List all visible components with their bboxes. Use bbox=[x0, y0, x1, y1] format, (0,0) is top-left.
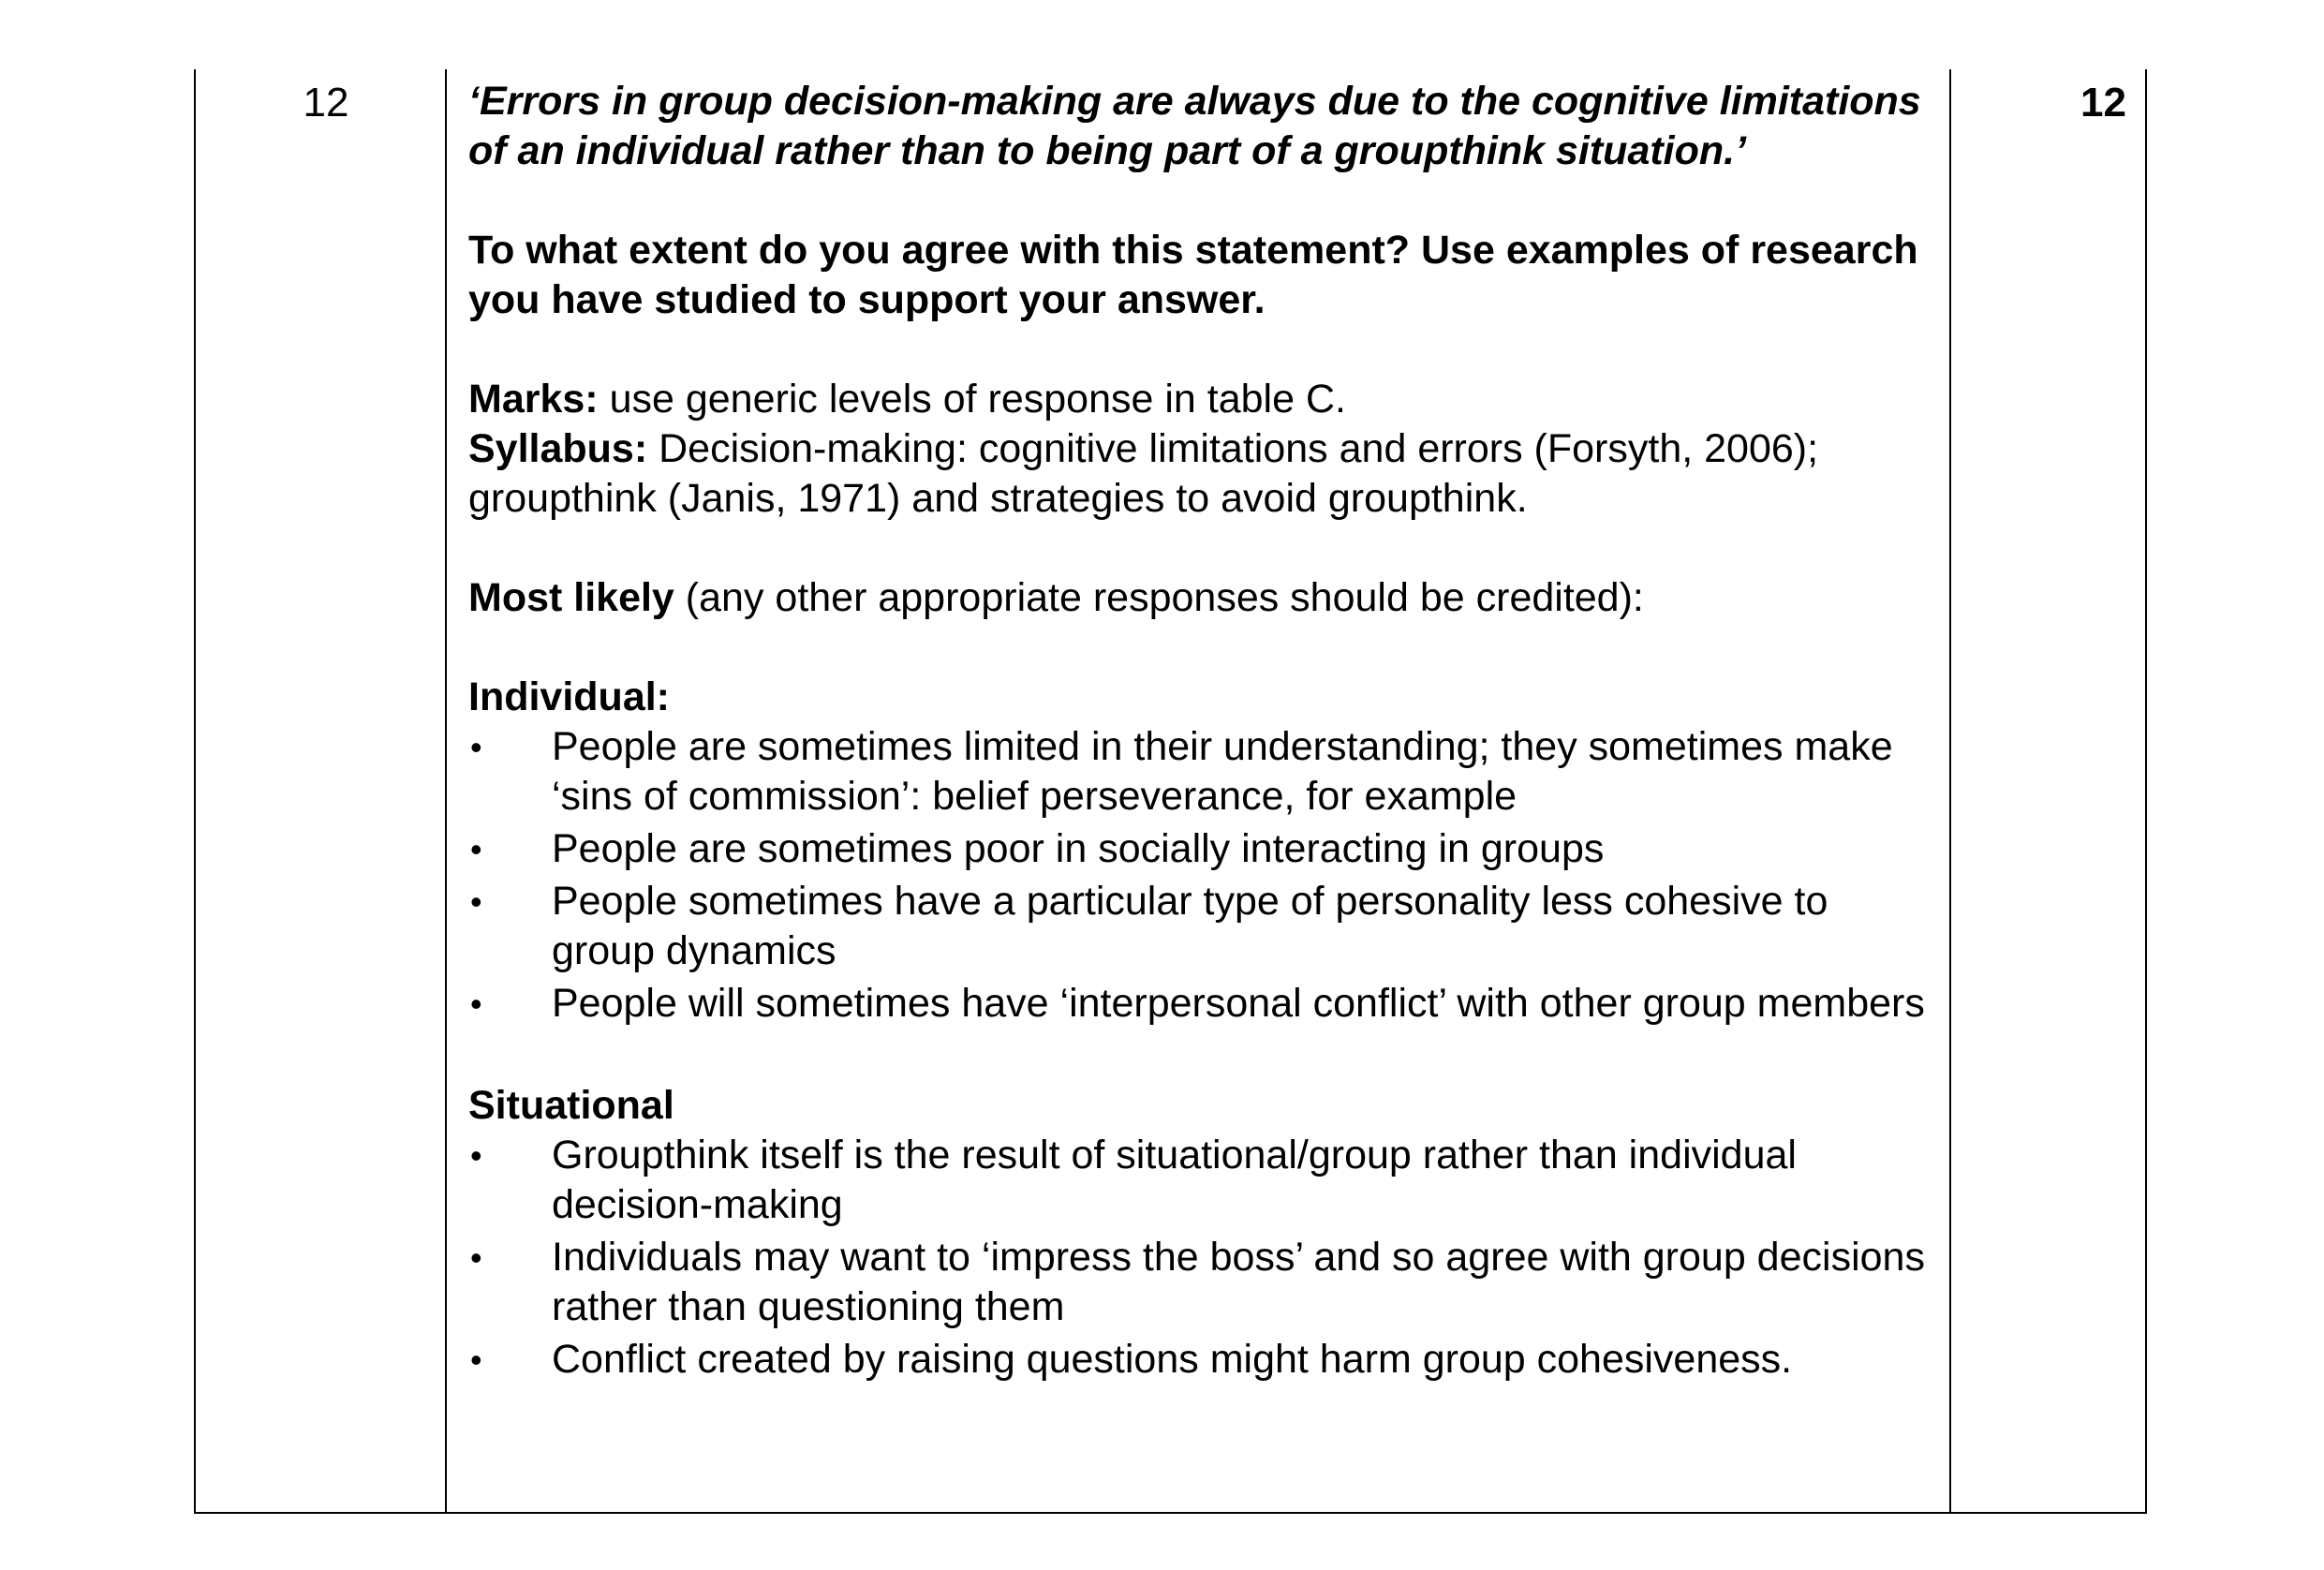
list-item: • People sometimes have a particular type of personality less cohesive to group dynamics bbox=[470, 879, 1828, 973]
bullet-icon: • bbox=[470, 1340, 482, 1379]
most-likely-label: Most likely bbox=[468, 575, 674, 620]
syllabus-label: Syllabus: bbox=[468, 426, 648, 471]
list-item: • People will sometimes have ‘interpersonal conflict’ with other group members bbox=[468, 979, 1939, 1029]
list-item: • People are sometimes limited in their understanding; they sometimes make ‘sins of commission’: belief perseverance, for example bbox=[470, 724, 1893, 819]
table-border-bottom bbox=[194, 1512, 2147, 1514]
list-item: • Individuals may want to ‘impress the boss’ and so agree with group decisions rather than questioning them bbox=[470, 1235, 1925, 1329]
question-instruction: To what extent do you agree with this statement? Use examples of research you have studied to support your answer. bbox=[468, 228, 1918, 322]
marks-line bbox=[468, 375, 1939, 424]
answer-content bbox=[468, 77, 1939, 1387]
table-divider-marks bbox=[1949, 69, 1951, 1514]
bullet-icon: • bbox=[470, 830, 482, 868]
list-item: • Conflict created by raising questions might harm group cohesiveness. bbox=[468, 1335, 1939, 1385]
marks-label: Marks: bbox=[468, 377, 599, 422]
list-item: • Groupthink itself is the result of situational/group rather than individual decision-making bbox=[470, 1133, 1797, 1227]
table-border-left bbox=[194, 69, 196, 1514]
individual-list bbox=[468, 722, 1939, 1029]
bullet-icon: • bbox=[470, 1136, 482, 1175]
question-quote: ‘Errors in group decision-making are always due to the cognitive limitations of an individual rather than to being part of a groupthink situation.’ bbox=[468, 79, 1921, 173]
section-heading-situational: Situational bbox=[468, 1083, 674, 1128]
marks-text: use generic levels of response in table C. bbox=[598, 377, 1346, 422]
bullet-icon: • bbox=[470, 1238, 482, 1277]
bullet-icon: • bbox=[470, 728, 482, 766]
question-number: 12 bbox=[303, 80, 349, 126]
bullet-icon: • bbox=[470, 985, 482, 1023]
most-likely-line bbox=[468, 573, 1939, 623]
syllabus-text: Decision-making: cognitive limitations and errors (Forsyth, 2006); groupthink (Janis, 1971) and strategies to avoid groupthink. bbox=[468, 426, 1819, 521]
table-border-right bbox=[2145, 69, 2147, 1514]
section-heading-individual: Individual: bbox=[468, 674, 670, 719]
marks-value: 12 bbox=[2080, 80, 2126, 126]
most-likely-text: (any other appropriate responses should be credited): bbox=[674, 575, 1644, 620]
table-divider-question bbox=[445, 69, 447, 1514]
bullet-icon: • bbox=[470, 882, 482, 921]
syllabus-line bbox=[468, 424, 1939, 524]
list-item: • People are sometimes poor in socially interacting in groups bbox=[468, 824, 1939, 874]
situational-list bbox=[468, 1131, 1939, 1385]
